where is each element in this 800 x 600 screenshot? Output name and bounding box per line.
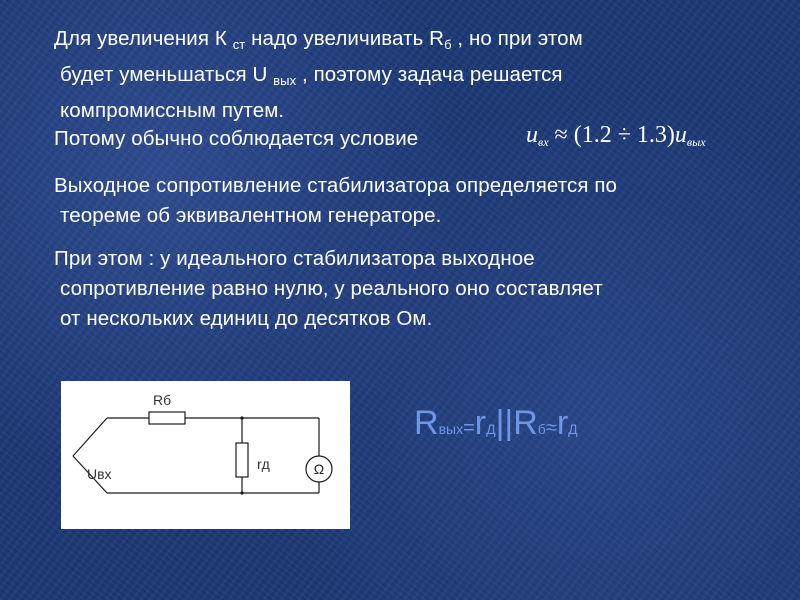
resistor-rb [149,412,185,424]
label-ohm: Ω [313,461,325,477]
circuit-schematic [61,381,350,529]
text-line: будет уменьшаться U $_{вых}$ , поэтому задача решается [60,63,563,88]
condition-formula: $u_{вх} \approx (1.2 \div 1.3)u_{вых}$ [526,122,706,149]
resistor-rd [236,443,248,477]
junction-dot [240,491,243,494]
label-uin: Uвх [87,466,112,482]
text-line: Выходное сопротивление стабилизатора определяется по [54,174,618,197]
text-line: сопротивление равно нулю, у реального оно составляет [60,277,603,300]
text-line: от нескольких единиц до десятков Ом. [60,307,433,330]
text-line: Для увеличения К $_{ст}$ надо увеличивать $R_б$ , но при этом [54,27,583,52]
paragraph-output-resistance [54,171,617,231]
label-rb: Rб [153,392,172,408]
paragraph-gain-tradeoff [54,24,583,126]
label-rd: rд [257,456,270,472]
output-resistance-formula: Rвых=rД||Rб≈rД [414,404,578,442]
text-line: При этом : у идеального стабилизатора выходное [54,247,535,270]
text-line: компромиссным путем. [60,99,285,122]
text-line: теореме об эквивалентном генераторе. [60,204,442,227]
junction-dot [240,416,243,419]
paragraph-condition: Потому обычно соблюдается условие [54,127,419,150]
equivalent-circuit-diagram [61,381,350,529]
source-wire-top [73,418,107,456]
paragraph-ideal-vs-real [54,244,603,334]
